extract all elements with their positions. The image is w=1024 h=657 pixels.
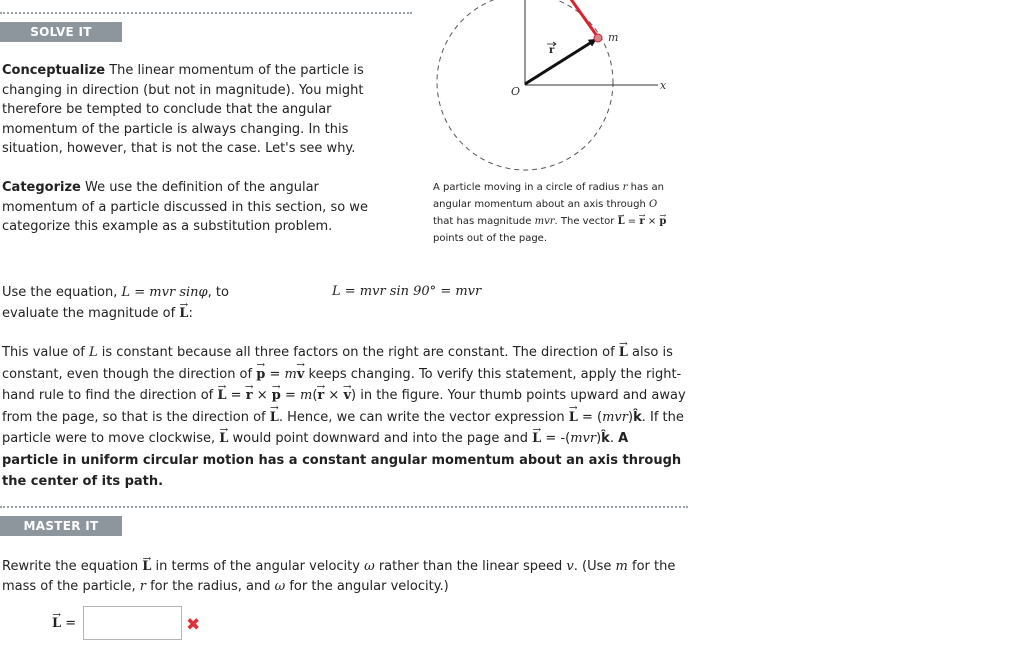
solve-it-tab: SOLVE IT: [0, 22, 122, 42]
caption-part: has an angular momentum about an axis through: [433, 182, 664, 210]
explanation-part: This value of: [2, 345, 90, 360]
master-prompt-part: rather than the linear speed: [374, 559, 567, 574]
answer-equals: =: [65, 616, 77, 631]
conceptualize-heading: Conceptualize: [2, 63, 106, 78]
conceptualize-text: The linear momentum of the particle is changing in direction (but not in magnitude). You might therefore be tempted to conclude that the angular momentum of the particle is always changing. In this situation, however, that is not the case. Let's see why.: [2, 63, 364, 156]
position-vector-r: [525, 40, 595, 84]
label-x: x: [660, 79, 667, 92]
categorize-paragraph: [2, 178, 394, 237]
explanation-part: is constant because all three factors on the right are constant. The direction of: [97, 345, 619, 360]
use-equation-part: Use the equation,: [2, 285, 122, 300]
master-prompt-part: for the radius, and: [145, 579, 275, 594]
momentum-vector-p: [568, 0, 597, 36]
explanation-part: also is constant, even though the direction of: [2, 345, 673, 382]
use-equation-formula: L = mvr sinφ: [121, 285, 208, 300]
conceptualize-paragraph: [2, 61, 382, 159]
cross-icon: ✖: [186, 615, 201, 635]
label-origin: O: [511, 85, 521, 98]
result-equation: L = mvr sin 90° = mvr: [332, 284, 482, 299]
categorize-heading: Categorize: [2, 180, 81, 195]
figure-caption: A particle moving in a circle of radius r has an angular momentum about an axis through O that has magnitude mvr. The vector → L = → r × → p points out of the page.: [433, 179, 678, 247]
caption-part: points out of the page.: [433, 233, 548, 244]
caption-part: that has magnitude: [433, 216, 535, 227]
categorize-text: We use the definition of the angular momentum of a particle discussed in this section, so we categorize this example as a substitution problem.: [2, 180, 368, 234]
answer-label: → L =: [52, 614, 76, 634]
circular-motion-figure: [420, 0, 680, 175]
explanation-part: If the particle were to move clockwise,: [2, 409, 684, 446]
explanation-part: would point downward and into the page and: [228, 431, 533, 446]
explanation-part: in the figure. Your thumb points upward and away from the page, so that is the direction of: [2, 388, 686, 425]
particle-dot: [594, 34, 602, 42]
master-it-tab: MASTER IT: [0, 516, 122, 536]
master-prompt: Rewrite the equation → L in terms of the angular velocity ω rather than the linear speed v. (Use m for the mass of the particle, r for the radius, and ω for the angular velocity.): [2, 557, 686, 597]
label-r: r: [549, 45, 555, 56]
caption-part: . The vector: [554, 216, 618, 227]
master-prompt-part: in terms of the angular velocity: [151, 559, 365, 574]
use-equation-text: Use the equation, L = mvr sinφ, to evaluate the magnitude of → L:: [2, 282, 232, 324]
master-prompt-part: . (Use: [573, 559, 616, 574]
explanation-part: . Hence, we can write the vector expression: [278, 409, 569, 425]
master-divider: [0, 506, 688, 508]
answer-input[interactable]: [83, 606, 182, 640]
explanation-paragraph: This value of L is constant because all three factors on the right are constant. The direction of → L also is constant, even though the direction of → p = m→ v keeps changing. To verify this statement, apply the right-hand rule to find the direction of → L = → r × → p = m(→ r × → v) in the figure. Your thumb points upward and away from the page, so that is the direction of → L. Hence, we can write the vector expression → L = (mvr)k̂. If the particle were to move clockwise, → L would point downward and into the page and → L = -(mvr)k̂. A particle in uniform circular motion has a constant angular momentum about an axis through the center of its path.: [2, 342, 686, 493]
explanation-part: keeps changing. To verify this statement, apply the right-hand rule to find the direction of: [2, 366, 682, 403]
use-equation-part: , to evaluate the magnitude of: [2, 285, 229, 321]
master-prompt-part: for the angular velocity.): [285, 579, 449, 594]
caption-part: A particle moving in a circle of radius: [433, 182, 623, 193]
master-prompt-part: for the mass of the particle,: [2, 559, 676, 594]
solve-divider: [0, 12, 412, 14]
master-prompt-part: Rewrite the equation: [2, 559, 143, 574]
bold-conclusion: A particle in uniform circular motion has a constant angular momentum about an axis through the center of its path.: [2, 431, 682, 489]
label-m: m: [608, 31, 619, 44]
